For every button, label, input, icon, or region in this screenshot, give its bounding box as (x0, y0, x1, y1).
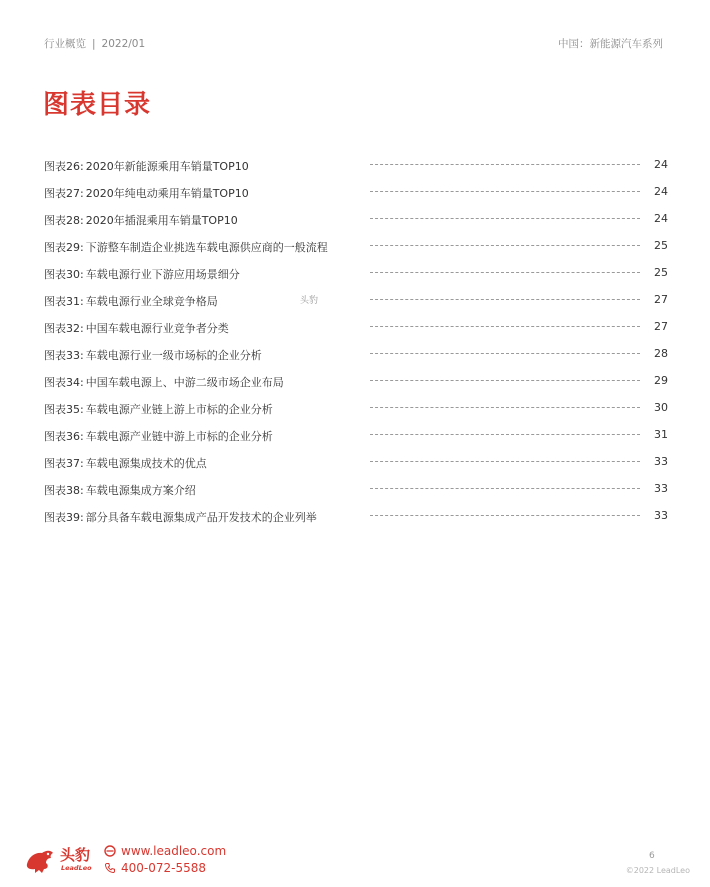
toc-figure-number: 图表36: (44, 430, 84, 443)
toc-leader-dots (370, 434, 640, 435)
toc-page-number: 24 (654, 185, 668, 198)
toc-leader-dots (370, 515, 640, 516)
toc-figure-title: 下游整车制造企业挑选车载电源供应商的一般流程 (85, 241, 328, 254)
toc-figure-title: 车载电源集成方案介绍 (85, 484, 196, 497)
toc-page-number: 27 (654, 320, 668, 333)
toc-leader-dots (370, 245, 640, 246)
toc-page-number: 24 (654, 212, 668, 225)
toc-row[interactable] (44, 234, 668, 261)
toc-figure-number: 图表38: (44, 484, 84, 497)
toc-label (44, 455, 207, 471)
toc-leader-dots (370, 326, 640, 327)
phone-number: 400-072-5588 (121, 860, 207, 875)
logo-chinese: 头豹 (60, 846, 91, 864)
toc-label (44, 374, 284, 390)
contact-info (104, 842, 226, 876)
toc-page-number: 33 (654, 509, 668, 522)
toc-row[interactable] (44, 396, 668, 423)
toc-label (44, 158, 249, 174)
header-left (44, 36, 145, 51)
toc-label (44, 185, 249, 201)
header-separator: | (92, 38, 96, 50)
toc-label (44, 482, 196, 498)
toc-label (44, 239, 328, 255)
toc-row[interactable] (44, 153, 668, 180)
toc-figure-number: 图表34: (44, 376, 84, 389)
toc-figure-title: 车载电源产业链上游上市标的企业分析 (85, 403, 273, 416)
toc-figure-title: 车载电源集成技术的优点 (85, 457, 207, 470)
toc-figure-title: 中国车载电源行业竞争者分类 (85, 322, 229, 335)
toc-label (44, 347, 262, 363)
toc-figure-number: 图表26: (44, 160, 84, 173)
toc-figure-title: 车载电源行业下游应用场景细分 (85, 268, 240, 281)
toc-page-number: 24 (654, 158, 668, 171)
toc-leader-dots (370, 191, 640, 192)
toc-page-number: 27 (654, 293, 668, 306)
toc-figure-number: 图表30: (44, 268, 84, 281)
toc-figure-number: 图表37: (44, 457, 84, 470)
toc-row[interactable] (44, 315, 668, 342)
toc-figure-title: 2020年纯电动乘用车销量TOP10 (85, 187, 249, 200)
watermark: 头豹 (300, 296, 319, 306)
toc-label (44, 509, 317, 525)
toc-row[interactable] (44, 423, 668, 450)
toc-figure-number: 图表39: (44, 511, 84, 524)
toc-row[interactable] (44, 369, 668, 396)
logo-english: LeadLeo (61, 864, 92, 872)
toc-row[interactable] (44, 450, 668, 477)
header-series: 中国：新能源汽车系列 (558, 38, 663, 50)
toc-leader-dots (370, 218, 640, 219)
toc-leader-dots (370, 488, 640, 489)
website-line[interactable] (104, 842, 226, 859)
toc-figure-number: 图表31: (44, 295, 84, 308)
header-date: 2022/01 (101, 38, 146, 50)
toc-figure-number: 图表35: (44, 403, 84, 416)
e-globe-icon (104, 845, 116, 857)
toc-list (44, 153, 668, 531)
toc-figure-title: 车载电源产业链中游上市标的企业分析 (85, 430, 273, 443)
leopard-logo-icon (24, 844, 56, 876)
phone-icon (104, 862, 116, 874)
toc-leader-dots (370, 461, 640, 462)
copyright: ©2022 LeadLeo (625, 866, 690, 875)
toc-figure-number: 图表28: (44, 214, 84, 227)
toc-row[interactable] (44, 288, 668, 315)
toc-leader-dots (370, 299, 640, 300)
toc-figure-title: 2020年新能源乘用车销量TOP10 (85, 160, 249, 173)
toc-page-number: 30 (654, 401, 668, 414)
toc-figure-number: 图表27: (44, 187, 84, 200)
toc-page-number: 28 (654, 347, 668, 360)
toc-leader-dots (370, 272, 640, 273)
toc-leader-dots (370, 380, 640, 381)
toc-label (44, 428, 273, 444)
toc-figure-number: 图表32: (44, 322, 84, 335)
phone-line (104, 859, 226, 876)
toc-page-number: 33 (654, 455, 668, 468)
toc-row[interactable] (44, 477, 668, 504)
toc-label (44, 401, 273, 417)
toc-row[interactable] (44, 180, 668, 207)
toc-page-number: 25 (654, 239, 668, 252)
website-link[interactable]: www.leadleo.com (121, 843, 227, 858)
toc-page-number: 33 (654, 482, 668, 495)
toc-page-number: 25 (654, 266, 668, 279)
toc-label (44, 212, 238, 228)
toc-leader-dots (370, 407, 640, 408)
toc-label (44, 293, 218, 309)
page-title: 图表目录 (43, 90, 152, 120)
toc-figure-number: 图表29: (44, 241, 84, 254)
toc-label (44, 266, 240, 282)
toc-figure-title: 车载电源行业一级市场标的企业分析 (85, 349, 262, 362)
toc-leader-dots (370, 164, 640, 165)
toc-row[interactable] (44, 261, 668, 288)
toc-row[interactable] (44, 504, 668, 531)
toc-page-number: 29 (654, 374, 668, 387)
toc-figure-number: 图表33: (44, 349, 84, 362)
toc-figure-title: 2020年插混乘用车销量TOP10 (85, 214, 238, 227)
toc-row[interactable] (44, 207, 668, 234)
toc-figure-title: 中国车载电源上、中游二级市场企业布局 (85, 376, 284, 389)
toc-leader-dots (370, 353, 640, 354)
header-section: 行业概览 (44, 38, 86, 50)
toc-figure-title: 车载电源行业全球竞争格局 (85, 295, 218, 308)
toc-label (44, 320, 229, 336)
page-number: 6 (649, 851, 655, 861)
footer-brand (24, 842, 227, 878)
toc-page-number: 31 (654, 428, 668, 441)
toc-row[interactable] (44, 342, 668, 369)
toc-figure-title: 部分具备车载电源集成产品开发技术的企业列举 (85, 511, 317, 524)
